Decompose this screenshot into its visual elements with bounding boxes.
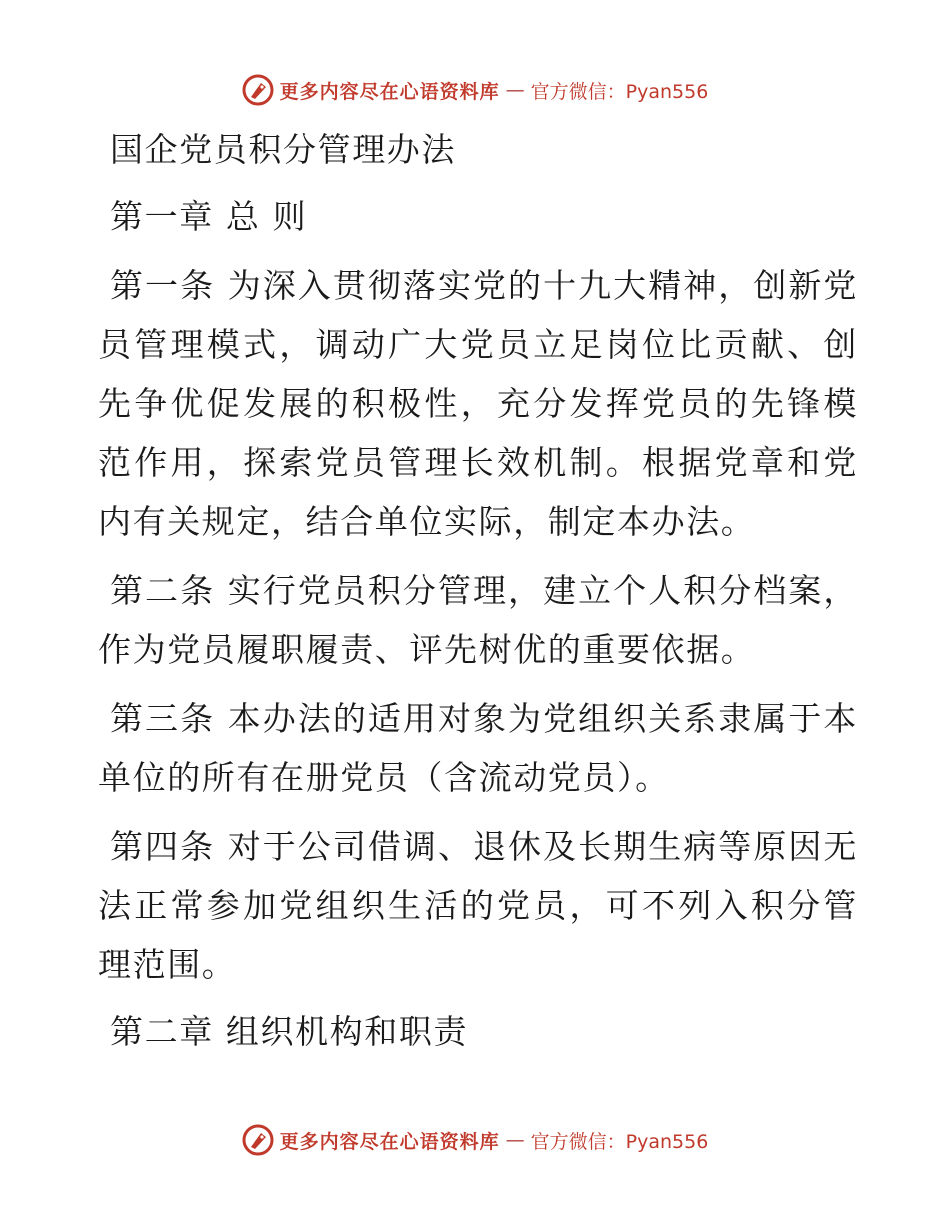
article-label: 第二条 (110, 571, 216, 610)
article-label: 第四条 (110, 827, 216, 866)
article-text: 为深入贯彻落实党的十九大精神，创新党员管理模式，调动广大党员立足岗位比贡献、创先争优促发展的积极性，充分发挥党员的先锋模范作用，探索党员管理长效机制。根据党章和党内有关规定，结合单位实际，制定本办法。 (98, 266, 859, 541)
article-1 (98, 256, 858, 551)
chapter-heading-1: 第一章 总 则 (110, 197, 308, 236)
article-label: 第一条 (110, 266, 216, 305)
banner-separator: — (505, 79, 525, 101)
article-3 (98, 689, 858, 807)
document-title: 国企党员积分管理办法 (110, 130, 456, 169)
pen-nib-logo-icon (242, 74, 274, 106)
footer-banner (0, 1120, 950, 1160)
article-text: 对于公司借调、退休及长期生病等原因无法正常参加党组织生活的党员，可不列入积分管理范围。 (98, 827, 859, 984)
chapter-heading-2: 第二章 组织机构和职责 (110, 1012, 469, 1051)
banner-separator: — (505, 1129, 525, 1151)
banner-text: 更多内容尽在心语资料库 (279, 1130, 500, 1153)
banner-content (242, 1124, 709, 1156)
banner-content (242, 74, 709, 106)
banner-wechat: 官方微信：Pyan556 (530, 80, 709, 103)
article-text: 本办法的适用对象为党组织关系隶属于本单位的所有在册党员（含流动党员）。 (98, 699, 859, 797)
pen-nib-logo-icon (242, 1124, 274, 1156)
article-text: 实行党员积分管理，建立个人积分档案，作为党员履职履责、评先树优的重要依据。 (98, 571, 859, 669)
banner-wechat: 官方微信：Pyan556 (530, 1130, 709, 1153)
banner-text: 更多内容尽在心语资料库 (279, 80, 500, 103)
article-2 (98, 561, 858, 679)
document-body (98, 120, 858, 1061)
article-label: 第三条 (110, 699, 216, 738)
article-4 (98, 817, 858, 994)
header-banner (0, 70, 950, 110)
